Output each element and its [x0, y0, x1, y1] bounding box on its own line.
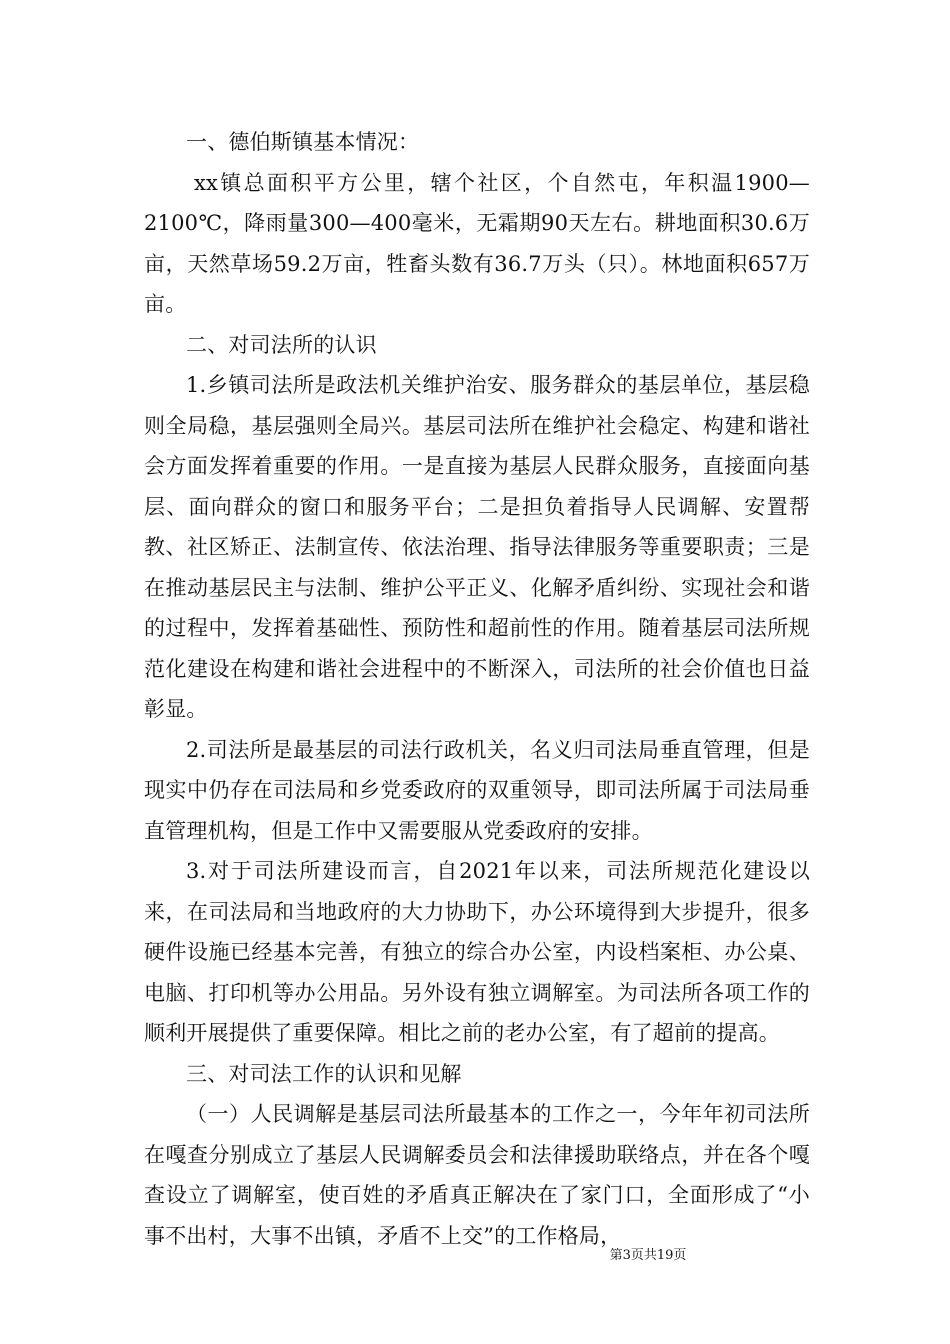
paragraph-point-1: 1.乡镇司法所是政法机关维护治安、服务群众的基层单位，基层稳则全局稳，基层强则全局兴。基层司法所在维护社会稳定、构建和谐社会方面发挥着重要的作用。一是直接为基层人民群众服务，直接面向基层、面向群众的窗口和服务平台；二是担负着指导人民调解、安置帮教、社区矫正、法制宣传、依法治理、指导法律服务等重要职责；三是在推动基层民主与法制、维护公平正义、化解矛盾纠纷、实现社会和谐的过程中，发挥着基础性、预防性和超前性的作用。随着基层司法所规范化建设在构建和谐社会进程中的不断深入，司法所的社会价值也日益彰显。 [144, 373, 810, 721]
paragraph-mediation: （一）人民调解是基层司法所最基本的工作之一，今年年初司法所在嘎查分别成立了基层人民调解委员会和法律援助联络点，并在各个嘎查设立了调解室，使百姓的矛盾真正解决在了家门口，全面形成了“小事不出村，大事不出镇，矛盾不上交”的工作格局， [144, 1102, 810, 1248]
paragraph-point-2: 2.司法所是最基层的司法行政机关，名义归司法局垂直管理，但是现实中仍存在司法局和乡党委政府的双重领导，即司法所属于司法局垂直管理机构，但是工作中又需要服从党委政府的安排。 [144, 737, 810, 843]
document-body [144, 122, 810, 1256]
paragraph-point-3: 3.对于司法所建设而言，自2021年以来，司法所规范化建设以来，在司法局和当地政府的大力协助下，办公环境得到大步提升，很多硬件设施已经基本完善，有独立的综合办公室，内设档案柜、办公桌、电脑、打印机等办公用品。另外设有独立调解室。为司法所各项工作的顺利开展提供了重要保障。相比之前的老办公室，有了超前的提高。 [144, 859, 810, 1045]
page-footer [0, 1244, 950, 1263]
section-heading-2: 二、对司法所的认识 [186, 332, 377, 357]
section-heading-3: 三、对司法工作的认识和见解 [186, 1061, 462, 1086]
paragraph-town-overview: xx镇总面积平方公里，辖个社区，个自然屯，年积温1900—2100℃，降雨量300—400毫米，无霜期90天左右。耕地面积30.6万亩，天然草场59.2万亩，牲畜头数有36.7万头（只）。林地面积657万亩。 [144, 170, 810, 316]
section-heading-1: 一、德伯斯镇基本情况： [186, 130, 420, 154]
page-number: 第3页共19页 [609, 1248, 687, 1263]
